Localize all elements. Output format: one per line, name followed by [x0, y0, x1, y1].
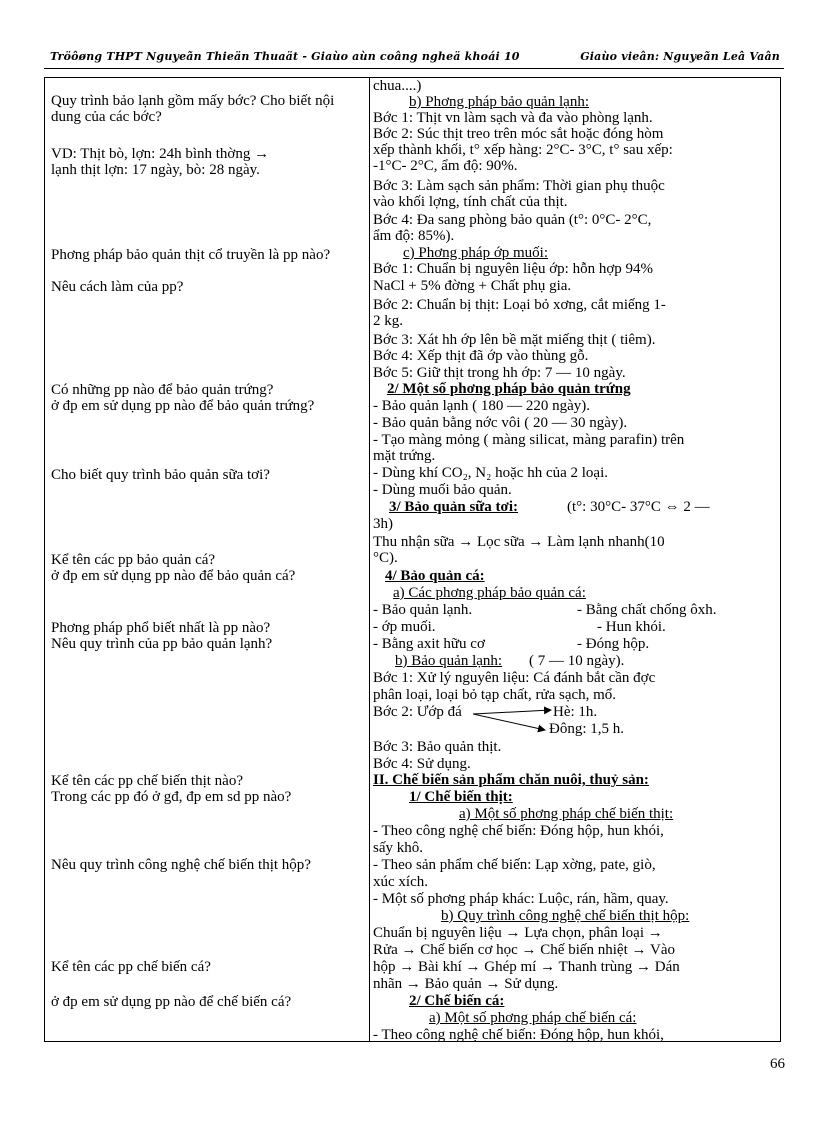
answer-line: 3h) [373, 516, 393, 532]
answer-line: -1°C- 2°C, ẩm độ: 90%. [373, 158, 518, 174]
question-cell: Trong các pp đó ở gđ, đp em sd pp nào? [51, 789, 292, 805]
answer-line: (t°: 30°C- 37°C ⇔ 2 — [567, 499, 710, 515]
answer-line: Thu nhận sữa → Lọc sữa → Làm lạnh nhanh(10 [373, 534, 665, 550]
header-divider [44, 68, 784, 69]
answer-line: hộp → Bài khí → Ghép mí → Thanh trùng → Dán [373, 959, 680, 975]
answer-line: Bớc 4: Đa sang phòng bảo quản (t°: 0°C- 2°C, [373, 212, 652, 228]
section-heading: a) Một số phơng pháp chế biến thịt: [459, 806, 674, 822]
question-cell: ở đp em sử dụng pp nào để chế biến cá? [51, 994, 292, 1010]
lesson-table [44, 77, 781, 1042]
answer-line: - Theo sản phẩm chế biến: Lạp xờng, pate, giò, [373, 857, 656, 873]
question-cell: Phơng pháp bảo quản thịt cổ truyền là pp nào? [51, 247, 331, 263]
answer-line: - Bằng chất chống ôxh. [577, 602, 717, 618]
answer-line: Bớc 1: Thịt vn làm sạch và đa vào phòng lạnh. [373, 110, 653, 126]
section-heading: 4/ Bảo quản cá: [385, 568, 485, 584]
answer-line: sấy khô. [373, 840, 423, 856]
question-cell: Quy trình bảo lạnh gồm mấy bớc? Cho biết nội dung của các bớc? [51, 93, 335, 125]
answer-line: chua....) [373, 78, 422, 94]
column-divider [369, 78, 370, 1041]
answer-line: Bớc 2: Chuẩn bị thịt: Loại bỏ xơng, cắt miếng 1- [373, 297, 666, 313]
answer-line: nhãn → Bảo quản → Sử dụng. [373, 976, 559, 992]
answer-line: vào khối lợng, tính chất của thịt. [373, 194, 568, 210]
answer-line: - Dùng khí CO₂, N₂ hoặc hh của 2 loại. [373, 465, 608, 481]
answer-line: Rửa → Chế biến cơ học → Chế biến nhiệt → Vào [373, 942, 675, 958]
answer-line: °C). [373, 550, 398, 566]
answer-line: Bớc 3: Làm sạch sản phẩm: Thời gian phụ thuộc [373, 178, 665, 194]
question-cell: ở đp em sử dụng pp nào để bảo quản cá? [51, 568, 296, 584]
section-heading: b) Quy trình công nghệ chế biến thịt hộp: [441, 908, 690, 924]
answer-line: NaCl + 5% đờng + Chất phụ gia. [373, 278, 572, 294]
header-school-title: Tröôøng THPT Nguyeãn Thieän Thuaät - Giaùo aùn coâng ngheä khoái 10 [50, 50, 520, 63]
answer-line: Bớc 1: Xử lý nguyên liệu: Cá đánh bắt cần đợc [373, 670, 656, 686]
answer-line: - ớp muối. [373, 619, 436, 635]
question-cell: Nêu cách làm của pp? [51, 279, 184, 295]
answer-line: Bớc 1: Chuẩn bị nguyên liệu ớp: hỗn hợp 94% [373, 261, 654, 277]
question-cell: Nêu quy trình của pp bảo quản lạnh? [51, 636, 273, 652]
header-teacher-name: Giaùo vieân: Nguyeãn Leâ Vaân [580, 50, 780, 63]
answer-line: - Đóng hộp. [577, 636, 650, 652]
question-cell: VD: Thịt bò, lợn: 24h bình thờng → [51, 146, 270, 162]
answer-line: xếp thành khối, t° xếp hàng: 2°C- 3°C, t° sau xếp: [373, 142, 673, 158]
section-heading: c) Phơng pháp ớp muối: [403, 245, 549, 261]
question-cell: Kể tên các pp chế biến cá? [51, 959, 211, 975]
answer-line: Bớc 2: Súc thịt treo trên móc sắt hoặc đóng hòm [373, 126, 664, 142]
answer-line: ( 7 — 10 ngày). [529, 653, 625, 669]
question-cell: Kể tên các pp bảo quản cá? [51, 552, 216, 568]
answer-line: - Theo công nghệ chế biến: Đóng hộp, hun khói, [373, 1027, 664, 1043]
answer-line: Bớc 2: Ướp đá [373, 704, 462, 720]
answer-line: ẩm độ: 85%). [373, 228, 455, 244]
section-heading: 3/ Bảo quản sữa tơi: [389, 499, 519, 515]
answer-line: - Bảo quản bằng nớc vôi ( 20 — 30 ngày). [373, 415, 628, 431]
section-heading: 1/ Chế biến thịt: [409, 789, 513, 805]
section-heading: b) Phơng pháp bảo quản lạnh: [409, 94, 589, 110]
question-cell: Có những pp nào để bảo quản trứng? [51, 382, 274, 398]
answer-line: Bớc 5: Giữ thịt trong hh ớp: 7 — 10 ngày. [373, 365, 626, 381]
answer-line: - Dùng muối bảo quản. [373, 482, 512, 498]
question-cell: ở đp em sử dụng pp nào để bảo quản trứng? [51, 398, 315, 414]
question-cell: Nêu quy trình công nghệ chế biến thịt hộp? [51, 857, 311, 873]
question-cell: Kể tên các pp chế biến thịt nào? [51, 773, 243, 789]
answer-line: - Bằng axit hữu cơ [373, 636, 485, 652]
section-heading: a) Một số phơng pháp chế biến cá: [429, 1010, 637, 1026]
split-arrow-icon [473, 706, 555, 734]
answer-line: 2 kg. [373, 313, 403, 329]
question-cell: Phơng pháp phổ biết nhất là pp nào? [51, 620, 271, 636]
answer-line: Hè: 1h. [553, 704, 598, 720]
answer-line: - Hun khói. [597, 619, 666, 635]
answer-line: Bớc 3: Bảo quản thịt. [373, 739, 502, 755]
question-cell: lạnh thịt lợn: 17 ngày, bò: 28 ngày. [51, 162, 260, 178]
page-number: 66 [770, 1056, 785, 1072]
answer-line: - Bảo quản lạnh ( 180 — 220 ngày). [373, 398, 591, 414]
answer-line: Bớc 3: Xát hh ớp lên bề mặt miếng thịt ( tiêm). [373, 332, 656, 348]
answer-line: - Theo công nghệ chế biến: Đóng hộp, hun khói, [373, 823, 664, 839]
answer-line: Chuẩn bị nguyên liệu → Lựa chọn, phân loại → [373, 925, 663, 941]
answer-line: phân loại, loại bỏ tạp chất, rửa sạch, mổ. [373, 687, 617, 703]
section-heading: 2/ Một số phơng pháp bảo quản trứng [387, 381, 631, 397]
answer-line: - Bảo quản lạnh. [373, 602, 473, 618]
section-heading: 2/ Chế biến cá: [409, 993, 505, 1009]
answer-line: mặt trứng. [373, 448, 436, 464]
answer-line: Đông: 1,5 h. [549, 721, 624, 737]
answer-line: Bớc 4: Sử dụng. [373, 756, 471, 772]
answer-line: - Tạo màng mỏng ( màng silicat, màng parafin) trên [373, 432, 685, 448]
section-heading: II. Chế biến sản phẩm chăn nuôi, thuỷ sản: [373, 772, 649, 788]
answer-line: Bớc 4: Xếp thịt đã ớp vào thùng gỗ. [373, 348, 589, 364]
answer-line: - Một số phơng pháp khác: Luộc, rán, hầm, quay. [373, 891, 669, 907]
answer-line: xúc xích. [373, 874, 428, 890]
section-heading: a) Các phơng pháp bảo quản cá: [393, 585, 586, 601]
section-heading: b) Bảo quản lạnh: [395, 653, 503, 669]
question-cell: Cho biết quy trình bảo quản sữa tơi? [51, 467, 270, 483]
